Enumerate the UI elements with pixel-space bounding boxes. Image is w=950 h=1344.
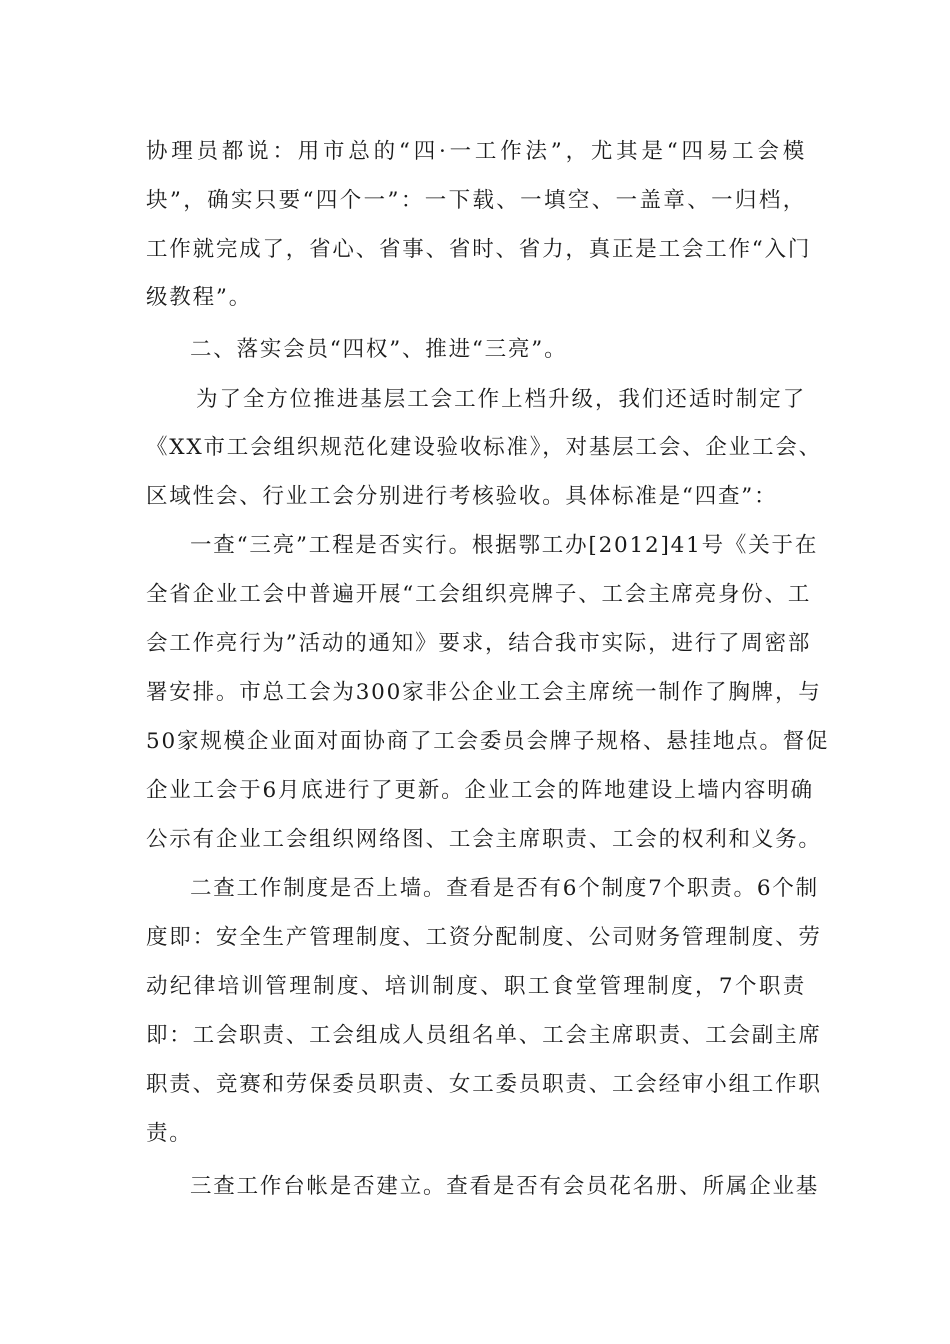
text-line: 三查工作台帐是否建立。查看是否有会员花名册、所属企业基 bbox=[190, 1174, 820, 1199]
text-line: 公示有企业工会组织网络图、工会主席职责、工会的权利和义务。 bbox=[146, 827, 822, 852]
text-line: 级教程”。 bbox=[146, 285, 252, 310]
text-line: 责。 bbox=[146, 1121, 193, 1146]
text-line: 署安排。市总工会为300家非公企业工会主席统一制作了胸牌，与 bbox=[146, 680, 822, 705]
text-line: 块”，确实只要“四个一”：一下载、一填空、一盖章、一归档， bbox=[146, 188, 806, 213]
text-line: 为了全方位推进基层工会工作上档升级，我们还适时制定了 bbox=[196, 387, 806, 412]
text-line: 《XX市工会组织规范化建设验收标准》，对基层工会、企业工会、 bbox=[146, 435, 822, 460]
text-line: 一查“三亮”工程是否实行。根据鄂工办[2012]41号《关于在 bbox=[190, 533, 819, 558]
text-line: 二查工作制度是否上墙。查看是否有6个制度7个职责。6个制 bbox=[190, 876, 819, 901]
text-line: 职责、竞赛和劳保委员职责、女工委员职责、工会经审小组工作职 bbox=[146, 1072, 822, 1097]
text-line: 协理员都说：用市总的“四·一工作法”，尤其是“四易工会模 bbox=[146, 139, 806, 164]
text-line: 工作就完成了，省心、省事、省时、省力，真正是工会工作“入门 bbox=[146, 237, 812, 262]
text-line: 区域性会、行业工会分别进行考核验收。具体标准是“四查”： bbox=[146, 484, 778, 509]
text-line: 50家规模企业面对面协商了工会委员会牌子规格、悬挂地点。督促 bbox=[146, 729, 830, 754]
text-line: 会工作亮行为”活动的通知》要求，结合我市实际，进行了周密部 bbox=[146, 631, 812, 656]
section-heading: 二、落实会员“四权”、推进“三亮”。 bbox=[190, 337, 568, 362]
text-line: 动纪律培训管理制度、培训制度、职工食堂管理制度，7个职责 bbox=[146, 974, 806, 999]
text-line: 度即：安全生产管理制度、工资分配制度、公司财务管理制度、劳 bbox=[146, 925, 822, 950]
text-line: 企业工会于6月底进行了更新。企业工会的阵地建设上墙内容明确 bbox=[146, 778, 814, 803]
text-line: 即：工会职责、工会组成人员组名单、工会主席职责、工会副主席 bbox=[146, 1023, 822, 1048]
text-line: 全省企业工会中普遍开展“工会组织亮牌子、工会主席亮身份、工 bbox=[146, 582, 812, 607]
